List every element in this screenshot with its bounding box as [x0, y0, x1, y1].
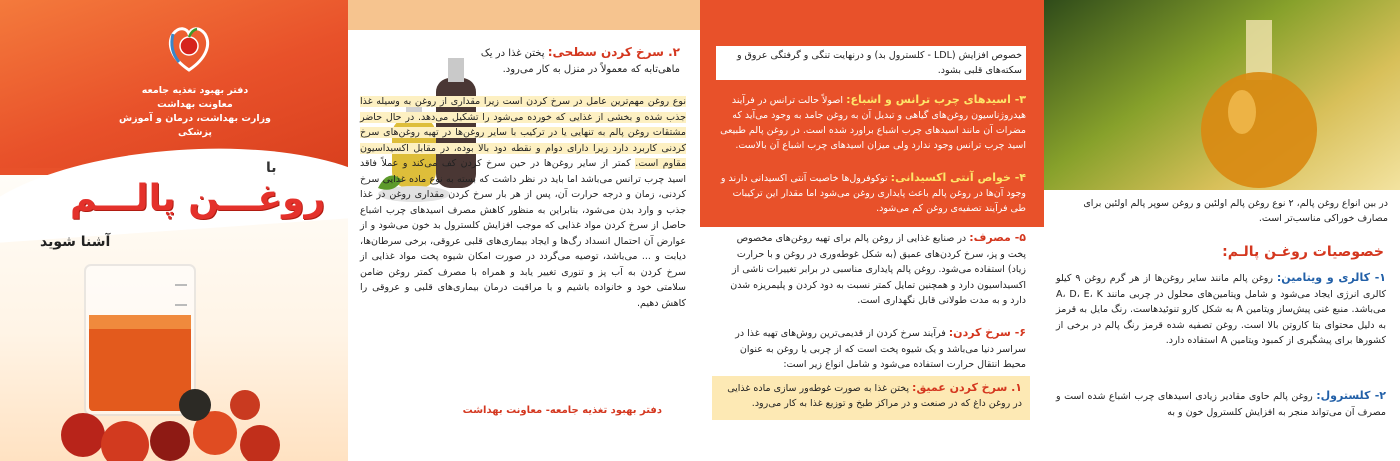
surface-frying-section [470, 44, 680, 78]
usage-text: در صنایع غذایی از روغن پالم برای تهیه روغن‌های مخصوص پخت و پز، سرخ کردن‌های عمیق (به شکل غوطه‌وری در روغن و با حرارت زیاد) استفاده می‌شود. روغن پالم پایداری مناسبی در برابر تغییرات ناشی از اکسیداسیون دارد و همچنین تمایل کمتر نسبت به دود کردن و پلیمریزه شدن دارد و به مدت طولانی قابل نگهداری است. [730, 233, 1026, 306]
org-line-1: دفتر بهبود تغذیه جامعه [141, 85, 249, 96]
surface-frying-text: پختن غذا در یک ماهی‌تابه که معمولاً در منزل به کار می‌رود. [480, 48, 680, 75]
trans-fat-section [716, 92, 1026, 153]
properties-panel-2 [700, 0, 1044, 461]
antioxidant-title: ۴- خواص آنتی اکسیدانی: [890, 171, 1026, 184]
properties-heading: خصوصیات روغـن پالـم: [1222, 244, 1384, 260]
cover-title: روغـــن پالـــم [70, 178, 326, 219]
frying-intro-title: ۶- سرخ کردن: [948, 326, 1026, 339]
orange-info-box [700, 0, 1044, 227]
cholesterol-section [1056, 388, 1386, 420]
panel2-top-strip [348, 0, 700, 30]
frying-highlight-paragraph: نوع روغن مهم‌ترین عامل در سرخ کردن است زیرا مقداری از روغن به وسیله غذا جذب شده و بخشی از غذایی که خورده می‌شود را تشکیل می‌دهد. در حال حاضر مشتقات روغن پالم به تنهایی یا در ترکیب با سایر روغن‌ها در تهیه روغن‌های سرخ کردنی کاربرد دارد زیرا دارای دوام و نقطه دود بالا بوده، در مقابل اکسیداسیون مقاوم است. [360, 96, 686, 169]
cover-subtitle: آشنا شوید [40, 234, 111, 250]
beaker-and-palm-fruit-image [55, 255, 295, 461]
trans-fat-title: ۳- اسیدهای چرب ترانس و اشباع: [846, 93, 1026, 106]
calorie-vitamin-text: روغن پالم مانند سایر روغن‌ها از هر گرم روغن ۹ کیلو کالری انرژی ایجاد می‌شود و شامل ویتامین‌های محلول در چربی مانند A، D، E، K می‌باشد. منبع غنی پیش‌ساز ویتامین A به شکل کارو تنوئیدهاست. رنگ مایل به قرمز به دلیل محتوای بتا کاروتن بالا است. روغن تصفیه شده قرمز رنگ پالم در برخی از کشورها برای پیشگیری از کمبود ویتامین A استفاده دارد. [1056, 273, 1386, 346]
frying-panel [348, 0, 700, 461]
ministry-logo-icon [165, 20, 213, 74]
cover-ba: با [266, 160, 277, 176]
deep-frying-box [712, 376, 1030, 420]
frying-body-text [360, 94, 686, 311]
surface-frying-title: ۲. سرخ کردن سطحی: [547, 45, 680, 59]
usage-title: ۵- مصرف: [969, 231, 1026, 244]
properties-panel-1 [1044, 0, 1400, 461]
antioxidant-text: توکوفرول‌ها خاصیت آنتی اکسیدانی دارند و وجود آن‌ها در روغن پالم باعث پایداری روغن می‌شود اما مقدار این ترکیبات طی فرآیند تصفیه‌ی روغن کم می‌شود. [720, 173, 1026, 214]
antioxidant-section [716, 170, 1026, 216]
calorie-vitamin-title: ۱- کالری و ویتامین: [1276, 271, 1386, 284]
signature: دفتر بهبود تغذیه جامعه- معاونت بهداشت [462, 405, 662, 416]
trans-fat-text: اصولاً حالت ترانس در فرآیند هیدروژناسیون روغن‌های گیاهی و تبدیل آن به روغن جامد به وجود می‌آید که مضرات آن مانند اسیدهای چرب اشباع براورد شده است. در روغن پالم طبیعی اسید چرب ترانس وجود ندارد ولی میزان اسیدهای چرب اشباع آن بالاست. [720, 95, 1026, 151]
deep-frying-text: پختن غذا به صورت غوطه‌ور سازی ماده غذایی در روغن داغ که در صنعت و در مراکز طبخ و توزیع غذا به کار می‌رود. [727, 383, 1022, 409]
cover-panel [0, 0, 348, 461]
organization-name [110, 84, 280, 140]
usage-section [716, 230, 1026, 309]
palm-types-caption: در بین انواع روغن پالم، ۲ نوع روغن پالم اولئین و روغن سوپر پالم اولئین برای مصارف خوراکی مناسب‌تر است. [1083, 198, 1388, 224]
cholesterol-title: ۲- کلسترول: [1316, 389, 1386, 402]
org-line-2: معاونت بهداشت [157, 99, 233, 110]
calorie-vitamin-section [1056, 270, 1386, 349]
cholesterol-text: روغن پالم حاوی مقادیر زیادی اسیدهای چرب اشباع شده است و مصرف آن می‌تواند منجر به افزایش کلسترول خون و به [1056, 391, 1386, 418]
oil-flask-image [1194, 20, 1324, 190]
ldl-intro-text: خصوص افزایش (LDL - کلسترول بد) و درنهایت تنگی و گرفتگی عروق و سکته‌های قلبی بشود. [716, 46, 1026, 80]
frying-rest-paragraph: کمتر از سایر روغن‌ها در حین سرخ کردن کف می‌کند و عملاً فاقد اسید چرب ترانس می‌باشد اما باید در نظر داشت که بسته به نوع ماده غذایی سرخ کردنی، زمان و درجه حرارت آن، پس از هر بار سرخ کردن مقداری روغن در غذا جذب و وارد بدن می‌شود، بنابراین به منظور کاهش مصرف اسیدهای چرب اشباع حاصل از سرخ کردن مواد غذایی که موجب افزایش کلسترول بد خون می‌شود و از عوارض آن احتمال انسداد رگ‌ها و ایجاد بیماری‌های قلبی عروقی، برخی سرطان‌ها، دیابت و ... می‌باشد، توصیه می‌گردد در صورت امکان شیوه پخت مواد غذایی از سرخ کردن به آب پز و تنوری تغییر یابد و همراه با مصرف کمتر روغن ضامن سلامتی خود و خانواده باشیم و با مراقبت درمان بیماری‌های قلبی و عروقی را کاهش دهیم. [360, 158, 686, 309]
deep-frying-title: ۱. سرخ کردن عمیق: [912, 381, 1022, 394]
org-line-3: وزارت بهداشت، درمان و آموزش پزشکی [119, 113, 271, 138]
frying-intro-text: فرآیند سرخ کردن از قدیمی‌ترین روش‌های تهیه غذا در سراسر دنیا می‌باشد و یک شیوه پخت است که از چربی یا روغن به عنوان محیط انتقال حرارت استفاده می‌شود و شامل انواع زیر است: [735, 328, 1026, 370]
frying-intro-section [716, 325, 1026, 373]
